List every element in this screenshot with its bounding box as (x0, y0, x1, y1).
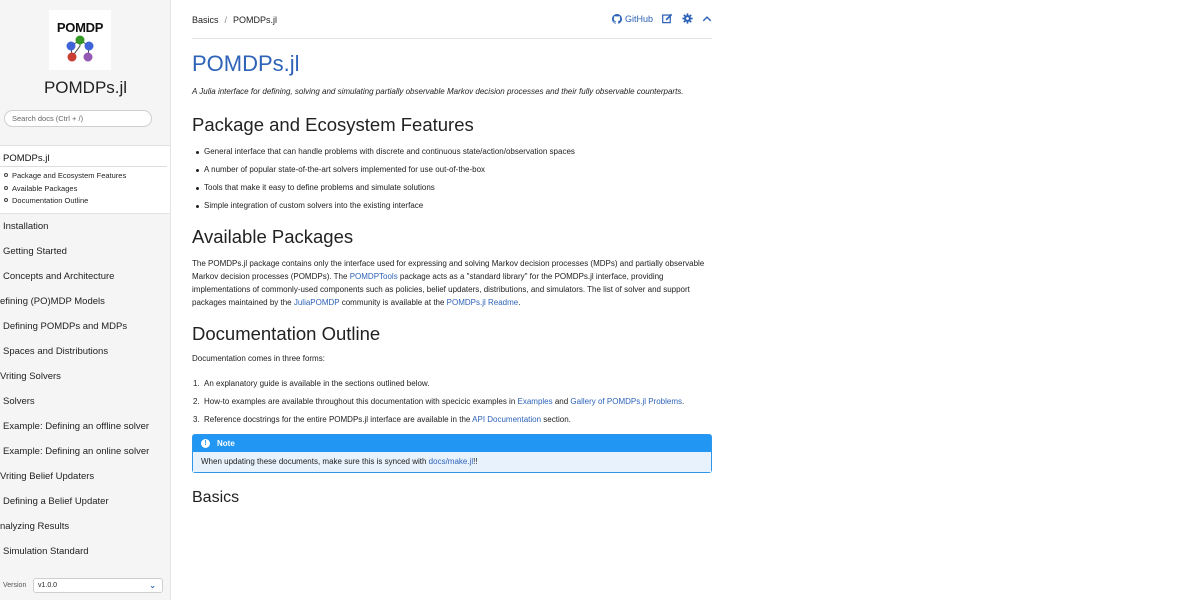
note-title: Note (217, 439, 235, 448)
link-pomdptools[interactable]: POMDPTools (349, 272, 398, 281)
pomdp-logo-graph-icon (64, 35, 96, 69)
sidebar-subitem-outline[interactable]: Documentation Outline (0, 195, 171, 208)
breadcrumb-item-current[interactable]: POMDPs.jl (233, 15, 278, 25)
breadcrumb (192, 15, 277, 25)
topbar (192, 8, 712, 39)
heading-basics[interactable]: Basics (192, 489, 240, 506)
note-admonition (192, 434, 712, 473)
sidebar-item-offline-solver[interactable]: Example: Defining an offline solver (3, 420, 150, 432)
search-input[interactable]: Search docs (Ctrl + /) (4, 110, 152, 127)
breadcrumb-item-basics[interactable]: Basics (192, 15, 219, 25)
bullet-icon (4, 173, 8, 177)
link-juliapomdp[interactable]: JuliaPOMDP (293, 298, 340, 307)
sidebar-current-section (0, 145, 171, 214)
github-label: GitHub (624, 13, 653, 24)
sidebar-nav (0, 145, 171, 564)
github-link[interactable] (612, 14, 653, 24)
sidebar (0, 0, 171, 600)
list-number: 2. (193, 397, 200, 406)
site-title[interactable]: POMDPs.jl (43, 78, 128, 97)
version-select[interactable] (33, 578, 163, 593)
outline-intro: Documentation comes in three forms: (192, 354, 325, 363)
list-item: General interface that can handle problems with discrete and continuous state/action/observation spaces (192, 143, 712, 161)
version-label: Version (3, 582, 27, 589)
main-content (192, 49, 712, 509)
heading-features[interactable]: Package and Ecosystem Features (192, 114, 474, 135)
sidebar-item-online-solver[interactable]: Example: Defining an online solver (3, 445, 150, 457)
link-pomdps-readme[interactable]: POMDPs.jl Readme (446, 298, 519, 307)
link-api-documentation[interactable]: API Documentation (472, 415, 542, 424)
logo-text: POMDP (56, 20, 104, 35)
note-header (193, 435, 711, 452)
list-item: 3. Reference docstrings for the entire POMDPs.jl interface are available in the API Documentation section. (193, 415, 571, 424)
list-number: 3. (193, 415, 200, 424)
settings-icon[interactable] (682, 13, 693, 24)
bullet-icon (4, 198, 8, 202)
info-icon: ! (201, 439, 210, 448)
sidebar-section-writing-solvers: Vriting Solvers (0, 370, 61, 382)
sidebar-item-getting-started[interactable]: Getting Started (3, 245, 67, 257)
version-value: v1.0.0 (38, 582, 58, 589)
bullet-icon (4, 186, 8, 190)
heading-documentation-outline[interactable]: Documentation Outline (192, 323, 381, 344)
sidebar-section-analyzing: nalyzing Results (0, 520, 70, 532)
sidebar-item-installation[interactable]: Installation (3, 220, 49, 232)
link-docs-make[interactable]: docs/make.jl (428, 457, 474, 466)
page-title[interactable]: POMDPs.jl (192, 51, 300, 76)
outline-list (192, 377, 712, 426)
list-item: Tools that make it easy to define problems and simulate solutions (192, 179, 712, 197)
packages-paragraph: The POMDPs.jl package contains only the interface used for expressing and solving Markov decision processes (MDPs) and partially observable Markov decision processes (POMDPs). The POMDPTools package acts as a "standard library" for the POMDPs.jl interface, providing implementations of commonly-used components such as policies, belief updaters, distributions, and simulators. The list of solver and support packages maintained by the JuliaPOMDP community is available at the POMDPs.jl Readme. (192, 259, 705, 307)
note-body: When updating these documents, make sure this is synced with docs/make.jl!! (193, 452, 711, 472)
sidebar-item-solvers[interactable]: Solvers (3, 395, 35, 407)
sidebar-section-belief-updaters: Vriting Belief Updaters (0, 470, 95, 482)
link-examples[interactable]: Examples (517, 397, 553, 406)
sidebar-item-current[interactable]: POMDPs.jl (0, 150, 167, 167)
sidebar-item-defining-pomdps[interactable]: Defining POMDPs and MDPs (3, 320, 128, 332)
list-item: 1. An explanatory guide is available in the sections outlined below. (193, 379, 430, 388)
list-item: Simple integration of custom solvers into the existing interface (192, 197, 712, 215)
sidebar-subitem-packages[interactable]: Available Packages (0, 183, 171, 196)
link-gallery[interactable]: Gallery of POMDPs.jl Problems (570, 397, 683, 406)
edit-icon[interactable] (662, 13, 673, 24)
list-item: 2. How-to examples are available throughout this documentation with specicic examples in Examples and Gallery of POMDPs.jl Problems. (193, 397, 685, 406)
collapse-icon[interactable] (702, 14, 712, 24)
version-selector (0, 575, 171, 600)
sidebar-item-belief-updater[interactable]: Defining a Belief Updater (3, 495, 109, 507)
topbar-tools (603, 13, 712, 24)
breadcrumb-separator: / (224, 15, 228, 25)
sidebar-item-spaces[interactable]: Spaces and Distributions (3, 345, 109, 357)
sidebar-item-concepts[interactable]: Concepts and Architecture (3, 270, 115, 282)
sidebar-section-defining-models: efining (PO)MDP Models (0, 295, 105, 307)
logo[interactable] (49, 10, 111, 70)
page-subtitle: A Julia interface for defining, solving and simulating partially observable Markov decision processes and their fully observable counterparts. (192, 87, 684, 96)
chevron-down-icon: ⌄ (149, 581, 156, 590)
heading-available-packages[interactable]: Available Packages (192, 226, 354, 247)
sidebar-subitem-features[interactable]: Package and Ecosystem Features (0, 170, 171, 183)
sidebar-item-simulation-standard[interactable]: Simulation Standard (3, 545, 89, 557)
list-item: A number of popular state-of-the-art solvers implemented for use out-of-the-box (192, 161, 712, 179)
list-number: 1. (193, 379, 200, 388)
features-list (192, 143, 712, 215)
github-icon (612, 14, 622, 24)
